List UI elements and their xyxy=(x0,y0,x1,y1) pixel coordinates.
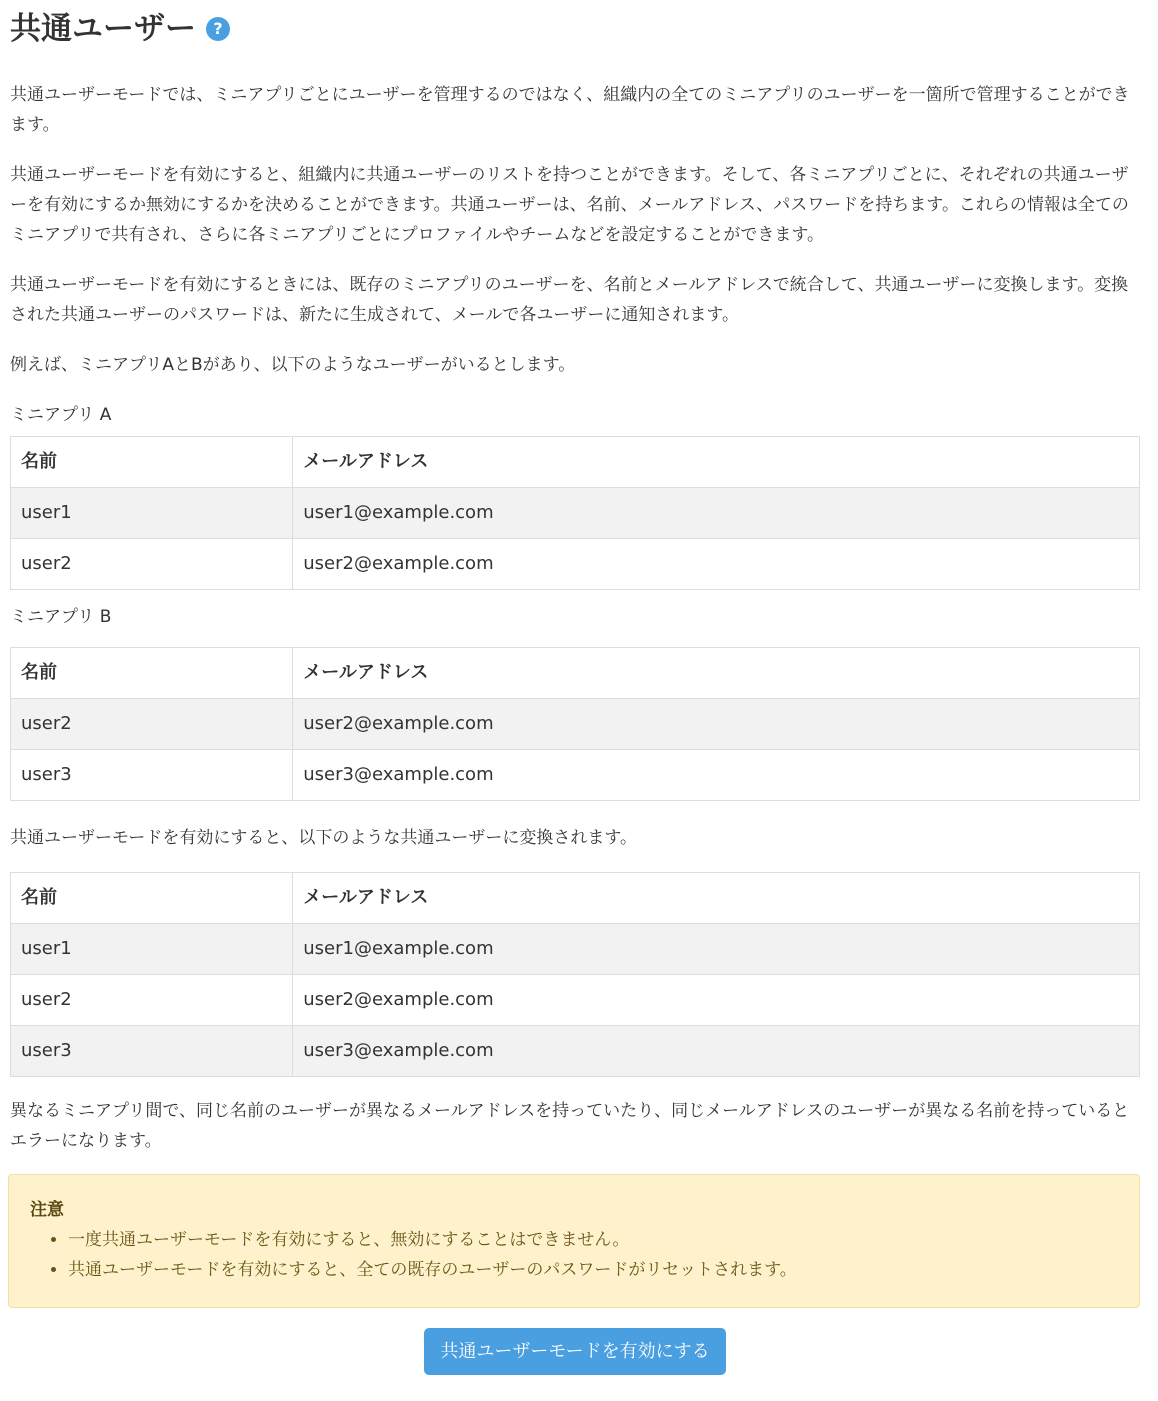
cell-name: user2 xyxy=(11,699,293,750)
question-circle-icon[interactable]: ? xyxy=(206,17,230,41)
table-row xyxy=(11,975,1140,1026)
table-row xyxy=(11,539,1140,590)
cell-email: user1@example.com xyxy=(293,924,1140,975)
page-header xyxy=(10,0,1140,56)
result-paragraph: 共通ユーザーモードを有効にすると、以下のような共通ユーザーに変換されます。 xyxy=(10,828,637,848)
notice-title: 注意 xyxy=(30,1200,64,1220)
column-header-name: 名前 xyxy=(11,437,293,488)
cell-email: user2@example.com xyxy=(293,975,1140,1026)
notice-list xyxy=(30,1225,1118,1285)
cell-name: user1 xyxy=(11,924,293,975)
column-header-email: メールアドレス xyxy=(293,437,1140,488)
cell-email: user3@example.com xyxy=(293,750,1140,801)
cell-email: user2@example.com xyxy=(293,699,1140,750)
column-header-email: メールアドレス xyxy=(293,648,1140,699)
cell-email: user2@example.com xyxy=(293,539,1140,590)
table-row xyxy=(11,699,1140,750)
list-item: • 共通ユーザーモードを有効にすると、全ての既存のユーザーのパスワードがリセットされます。 xyxy=(68,1255,1118,1285)
table-b-label: ミニアプリ B xyxy=(10,607,112,627)
table-row xyxy=(11,750,1140,801)
cell-name: user2 xyxy=(11,539,293,590)
example-paragraph: 例えば、ミニアプリAとBがあり、以下のようなユーザーがいるとします。 xyxy=(10,355,576,375)
cell-email: user3@example.com xyxy=(293,1026,1140,1077)
intro-paragraph: 共通ユーザーモードでは、ミニアプリごとにユーザーを管理するのではなく、組織内の全てのミニアプリのユーザーを一箇所で管理することができます。 xyxy=(10,85,1130,135)
column-header-email: メールアドレス xyxy=(293,873,1140,924)
column-header-name: 名前 xyxy=(11,648,293,699)
column-header-name: 名前 xyxy=(11,873,293,924)
table-header-row xyxy=(11,437,1140,488)
mini-app-a-table xyxy=(10,436,1140,590)
enable-common-user-mode-button[interactable]: 共通ユーザーモードを有効にする xyxy=(424,1328,725,1375)
table-row xyxy=(11,1026,1140,1077)
table-header-row xyxy=(11,648,1140,699)
cell-name: user3 xyxy=(11,750,293,801)
cell-name: user2 xyxy=(11,975,293,1026)
cell-email: user1@example.com xyxy=(293,488,1140,539)
table-row xyxy=(11,488,1140,539)
mini-app-b-table xyxy=(10,647,1140,801)
warning-notice xyxy=(8,1174,1140,1308)
common-users-table xyxy=(10,872,1140,1077)
action-area xyxy=(10,1328,1140,1375)
enable-paragraph: 共通ユーザーモードを有効にすると、組織内に共通ユーザーのリストを持つことができます。そして、各ミニアプリごとに、それぞれの共通ユーザーを有効にするか無効にするかを決めることができます。共通ユーザーは、名前、メールアドレス、パスワードを持ちます。これらの情報は全てのミニアプリで共有され、さらに各ミニアプリごとにプロファイルやチームなどを設定することができます。 xyxy=(10,165,1129,245)
table-row xyxy=(11,924,1140,975)
error-paragraph: 異なるミニアプリ間で、同じ名前のユーザーが異なるメールアドレスを持っていたり、同じメールアドレスのユーザーが異なる名前を持っているとエラーになります。 xyxy=(10,1101,1130,1151)
table-header-row xyxy=(11,873,1140,924)
table-a-label: ミニアプリ A xyxy=(10,405,112,425)
convert-paragraph: 共通ユーザーモードを有効にするときには、既存のミニアプリのユーザーを、名前とメールアドレスで統合して、共通ユーザーに変換します。変換された共通ユーザーのパスワードは、新たに生成されて、メールで各ユーザーに通知されます。 xyxy=(10,275,1129,325)
page-title: 共通ユーザー xyxy=(10,11,196,47)
cell-name: user3 xyxy=(11,1026,293,1077)
list-item: • 一度共通ユーザーモードを有効にすると、無効にすることはできません。 xyxy=(68,1225,1118,1255)
cell-name: user1 xyxy=(11,488,293,539)
